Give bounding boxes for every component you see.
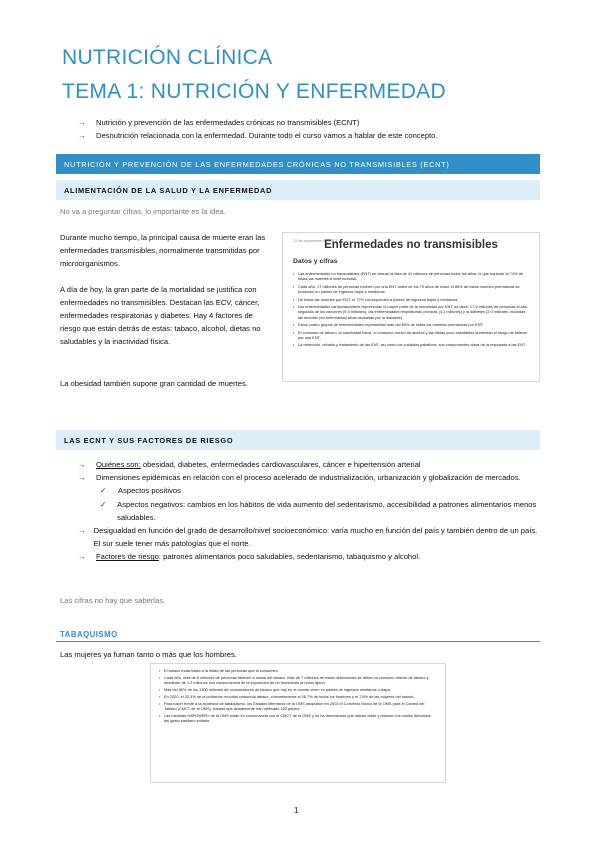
tabaquismo-fact-image <box>150 663 446 783</box>
paragraph: Durante mucho tiempo, la principal causa de muerte eran las enfermedades transmisibles, normalmente transmitidas por microorganismos. <box>60 233 266 268</box>
list-item <box>78 524 538 550</box>
note-no-saber: Las cifras no hay que saberlas. <box>60 596 166 605</box>
arrow-icon: → <box>78 526 86 536</box>
list-item <box>78 458 538 471</box>
page-number: 1 <box>294 806 299 815</box>
list-item-text: Desnutrición relacionada con la enfermedad. Durante todo el curso vamos a hablar de este concepto. <box>96 131 438 140</box>
arrow-icon: → <box>78 473 86 483</box>
section-band-main: NUTRICIÓN Y PREVENCIÓN DE LAS ENFERMEDADES CRÓNICAS NO TRANSMISIBLES (ECNT) <box>56 154 540 174</box>
list-item: • Las medidas «MPOWER» de la OMS están en consonancia con el CMCT de la OMS y se ha demostrado que salvan vidas y reducen los costos derivados del gasto sanitario evitado. <box>159 713 437 724</box>
note-cifras: No va a preguntar cifras, lo importante es la idea. <box>60 207 226 216</box>
fact-sheet-title: Enfermedades no transmisibles <box>324 239 498 251</box>
list-item <box>78 471 538 484</box>
check-icon: ✓ <box>100 499 107 509</box>
who-fact-sheet-image <box>282 232 540 382</box>
list-item: • De todas las muertes por ENT, el 77% corresponden a países de ingresos bajos y medianos. <box>293 297 529 302</box>
fact-sheet-subtitle: Datos y cifras <box>293 258 338 265</box>
label-factores-riesgo: Factores de riesgo <box>96 552 159 562</box>
list-item <box>78 498 538 524</box>
list-item <box>78 484 538 497</box>
list-item: • El consumo de tabaco, la inactividad física, el consumo nocivo de alcohol y las dietas poco saludables aumentan el riesgo de fallecer por una ENT. <box>293 330 529 341</box>
list-item: • La detección, cribado y tratamiento de las ENT, así como los cuidados paliativos, son componentes clave de la respuesta a las ENT. <box>293 342 529 347</box>
arrow-icon: → <box>78 118 86 127</box>
list-item <box>78 550 538 563</box>
list-item: • En 2020, el 22,3% de la población mundial consumía tabaco, concretamente el 36,7% de todos los hombres y el 7,8% de las mujeres del mundo. <box>159 694 437 699</box>
tabaquismo-text: Las mujeres ya fuman tanto o más que los hombres. <box>60 650 237 659</box>
fact-sheet-list <box>293 271 529 348</box>
list-item: • Cada año, 17 millones de personas mueren por una ENT antes de los 70 años de edad; el 86% de estas muertes prematuras se producen en países de ingresos bajos y medianos. <box>293 284 529 295</box>
divider <box>56 641 540 642</box>
intro-list <box>78 116 438 142</box>
section-band-alimentacion: ALIMENTACIÓN DE LA SALUD Y LA ENFERMEDAD <box>56 180 540 200</box>
arrow-icon: → <box>78 460 86 469</box>
text-quienes: obesidad, diabetes, enfermedades cardiovasculares, cáncer e hipertensión arterial <box>140 460 421 469</box>
list-item: • Cada año, más de 8 millones de personas fallecen a causa del tabaco. Más de 7 millones de estas defunciones se deben al consumo directo de tabaco y alrededor de 1,2 millones son consecuencia de la exposición de no fumadores al humo ajeno. <box>159 675 437 686</box>
list-item: • Las enfermedades cardiovasculares representan la mayor parte de la mortalidad por ENT, es decir, 17,9 millones de personas al año, seguidas de los cánceres (9,3 millones), las enfermedades respiratorias crónicas (4,1 millones) y la diabetes (2,0 millones, incluidas las muertes por enfermedad renal causadas por la diabetes). <box>293 304 529 320</box>
list-item: • El tabaco mata hasta a la mitad de las personas que lo consumen. <box>159 668 437 673</box>
list-item: • Estos cuatro grupos de enfermedades representan más del 80% de todas las muertes prematuras por ENT. <box>293 322 529 327</box>
factors-list <box>78 458 538 564</box>
text-desigualdad: Desigualdad en función del grado de desarrollo/nivel socioeconómico: varía mucho en función del país y también dentro de un país. El sur suele tener más patologías que el norte. <box>93 526 538 549</box>
list-item <box>78 129 438 142</box>
arrow-icon: → <box>78 552 86 562</box>
text-aspectos-positivos: Aspectos positivos <box>118 486 181 496</box>
tabaquismo-list <box>159 668 437 724</box>
list-item-text: Nutrición y prevención de las enfermedades crónicas no transmisibles (ECNT) <box>96 118 360 127</box>
text-dimensiones: Dimensiones epidémicas en relación con el proceso acelerado de industrialización, urbanización y globalización de mercados. <box>96 473 521 483</box>
tabaquismo-heading: TABAQUISMO <box>60 630 118 639</box>
text-aspectos-negativos: Aspectos negativos: cambios en los hábitos de vida aumento del sedentarismo, accesibilidad a patrones alimentarios menos saludables. <box>117 499 537 522</box>
fact-sheet-date: 13 de septiembre de 2022 <box>293 239 338 243</box>
page-subtitle: TEMA 1: NUTRICIÓN Y ENFERMEDAD <box>62 80 446 103</box>
list-item: • Más del 80% de los 1300 millones de consumidores de tabaco que hay en el mundo viven en países de ingresos medianos o bajos. <box>159 687 437 692</box>
list-item <box>78 116 438 129</box>
list-item: • Las enfermedades no transmisibles (ENT) se cobran la vida de 41 millones de personas todos los años, lo que equivale al 74% de todas las muertes a nivel mundial. <box>293 271 529 282</box>
label-quienes: Quiénes son: <box>96 460 141 469</box>
page-title: NUTRICIÓN CLÍNICA <box>62 46 273 69</box>
section-band-ecnt: LAS ECNT Y SUS FACTORES DE RIESGO <box>56 430 540 450</box>
paragraph: La obesidad también supone gran cantidad de muertes. <box>60 379 248 388</box>
text-factores-riesgo: : patrones alimentarios poco saludables, sedentarismo, tabaquismo y alcohol. <box>158 552 421 562</box>
arrow-icon: → <box>78 131 86 140</box>
paragraph: A día de hoy, la gran parte de la mortalidad se justifica con enfermedades no transmisibles. Destacan las ECV, cáncer, enfermedades respiratorias y diabetes. Hay 4 factores de riesgo que están detrás de estas: tabaco, alcohol, dietas no saludables y la inactividad física. <box>60 285 261 346</box>
check-icon: ✓ <box>100 486 107 496</box>
list-item: • Para hacer frente a la epidemia de tabaquismo, los Estados Miembros de la OMS adoptaron en 2003 el Convenio Marco de la OMS para el Control del Tabaco (CMCT de la OMS), tratado que actualmente han ratificado 182 países. <box>159 701 437 712</box>
